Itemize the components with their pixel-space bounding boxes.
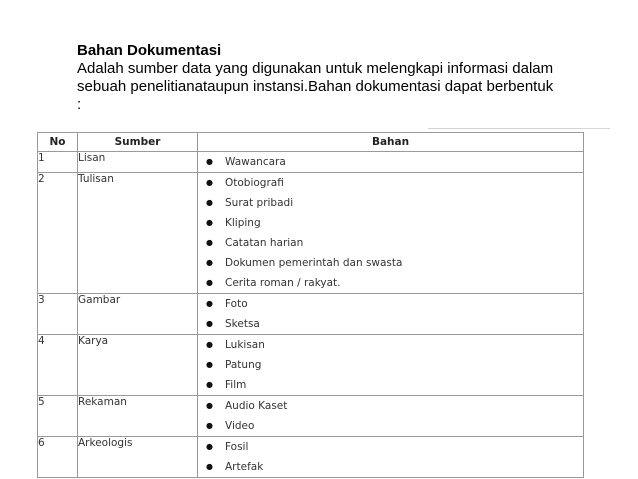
bullet-icon: ● <box>206 278 213 287</box>
intro-block <box>77 42 557 114</box>
table-body <box>38 152 584 478</box>
row-sumber: Karya <box>78 335 198 396</box>
row-bahan <box>198 335 584 396</box>
row-number: 2 <box>38 173 78 294</box>
row-sumber: Rekaman <box>78 396 198 437</box>
row-number: 4 <box>38 335 78 396</box>
bahan-list <box>198 396 583 436</box>
bullet-icon: ● <box>206 157 213 166</box>
bullet-icon: ● <box>206 421 213 430</box>
bahan-list-item <box>198 253 583 273</box>
bahan-item-text: Fosil <box>225 441 249 453</box>
bahan-list-item <box>198 193 583 213</box>
row-number: 6 <box>38 437 78 478</box>
bullet-icon: ● <box>206 218 213 227</box>
table-row <box>38 173 584 294</box>
bullet-icon: ● <box>206 198 213 207</box>
row-number: 1 <box>38 152 78 173</box>
header-bahan: Bahan <box>198 133 584 152</box>
row-bahan <box>198 396 584 437</box>
bahan-list-item <box>198 273 583 293</box>
row-sumber: Lisan <box>78 152 198 173</box>
bullet-icon: ● <box>206 319 213 328</box>
bahan-list <box>198 437 583 477</box>
bullet-icon: ● <box>206 360 213 369</box>
bahan-list-item <box>198 437 583 457</box>
bahan-item-text: Artefak <box>225 461 264 473</box>
table-row <box>38 152 584 173</box>
bahan-list-item <box>198 457 583 477</box>
bahan-list-item <box>198 355 583 375</box>
bahan-item-text: Video <box>225 420 255 432</box>
bahan-item-text: Sketsa <box>225 318 260 330</box>
bahan-list-item <box>198 213 583 233</box>
bahan-list-item <box>198 173 583 193</box>
bullet-icon: ● <box>206 462 213 471</box>
section-heading: Bahan Dokumentasi <box>77 42 222 59</box>
bullet-icon: ● <box>206 380 213 389</box>
bahan-list-item <box>198 396 583 416</box>
row-bahan <box>198 294 584 335</box>
bullet-icon: ● <box>206 401 213 410</box>
bahan-list-item <box>198 375 583 395</box>
bahan-item-text: Lukisan <box>225 339 265 351</box>
bullet-icon: ● <box>206 258 213 267</box>
row-sumber: Tulisan <box>78 173 198 294</box>
bahan-list <box>198 173 583 293</box>
bahan-list-item <box>198 294 583 314</box>
table-header-row <box>38 133 584 152</box>
bullet-icon: ● <box>206 299 213 308</box>
bahan-item-text: Foto <box>225 298 248 310</box>
row-bahan <box>198 437 584 478</box>
bahan-item-text: Dokumen pemerintah dan swasta <box>225 257 403 269</box>
header-sumber: Sumber <box>78 133 198 152</box>
bahan-item-text: Catatan harian <box>225 237 304 249</box>
row-bahan <box>198 173 584 294</box>
table-row <box>38 396 584 437</box>
bahan-list-item <box>198 416 583 436</box>
bahan-list-item <box>198 233 583 253</box>
row-number: 5 <box>38 396 78 437</box>
table-row <box>38 294 584 335</box>
bahan-list-item <box>198 335 583 355</box>
row-bahan <box>198 152 584 173</box>
bahan-item-text: Audio Kaset <box>225 400 288 412</box>
header-no: No <box>38 133 78 152</box>
documentation-table <box>37 132 584 478</box>
bahan-item-text: Film <box>225 379 247 391</box>
divider-line <box>428 128 610 129</box>
bullet-icon: ● <box>206 238 213 247</box>
bahan-item-text: Surat pribadi <box>225 197 294 209</box>
row-sumber: Gambar <box>78 294 198 335</box>
bahan-item-text: Wawancara <box>225 156 286 168</box>
row-number: 3 <box>38 294 78 335</box>
bahan-list-item <box>198 314 583 334</box>
intro-paragraph: Adalah sumber data yang digunakan untuk melengkapi informasi dalam sebuah penelitianataupun instansi.Bahan dokumentasi dapat berbentuk : <box>77 60 554 113</box>
bahan-list <box>198 294 583 334</box>
table-row <box>38 437 584 478</box>
bahan-list <box>198 335 583 395</box>
bullet-icon: ● <box>206 442 213 451</box>
bahan-item-text: Kliping <box>225 217 261 229</box>
bahan-item-text: Otobiografi <box>225 177 284 189</box>
row-sumber: Arkeologis <box>78 437 198 478</box>
bahan-list-item <box>198 152 583 172</box>
bahan-item-text: Patung <box>225 359 262 371</box>
table-row <box>38 335 584 396</box>
bahan-list <box>198 152 583 172</box>
bullet-icon: ● <box>206 178 213 187</box>
bahan-item-text: Cerita roman / rakyat. <box>225 277 341 289</box>
bullet-icon: ● <box>206 340 213 349</box>
